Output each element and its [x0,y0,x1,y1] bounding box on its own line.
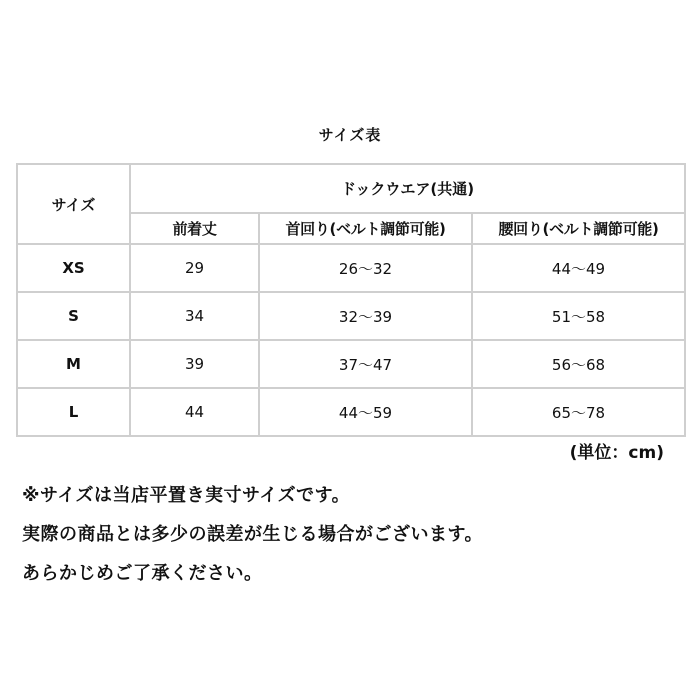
neck-value: 44～59 [259,388,472,436]
unit-note: (単位：cm) [569,443,664,463]
neck-value: 32～39 [259,292,472,340]
header-row-group [17,164,685,213]
acknowledgement-note: あらかじめご了承ください。 [22,563,263,584]
dogwear-group-header: ドックウエア(共通) [130,164,685,213]
length-column-header: 前着丈 [130,213,259,244]
waist-column-header: 腰回り(ベルト調節可能) [472,213,685,244]
size-label: M [17,340,130,388]
waist-value: 51～58 [472,292,685,340]
table-row [17,292,685,340]
waist-value: 65～78 [472,388,685,436]
length-value: 34 [130,292,259,340]
table-row [17,340,685,388]
waist-value: 44～49 [472,244,685,292]
length-value: 29 [130,244,259,292]
neck-value: 37～47 [259,340,472,388]
size-table [16,163,686,437]
size-label: S [17,292,130,340]
size-column-header: サイズ [17,164,130,244]
neck-column-header: 首回り(ベルト調節可能) [259,213,472,244]
measurement-note: ※サイズは当店平置き実寸サイズです。 [22,485,351,506]
table-row [17,244,685,292]
variance-note: 実際の商品とは多少の誤差が生じる場合がございます。 [22,524,484,545]
size-label: XS [17,244,130,292]
length-value: 39 [130,340,259,388]
page-title: サイズ表 [318,126,382,144]
length-value: 44 [130,388,259,436]
waist-value: 56～68 [472,340,685,388]
table-row [17,388,685,436]
neck-value: 26～32 [259,244,472,292]
size-label: L [17,388,130,436]
